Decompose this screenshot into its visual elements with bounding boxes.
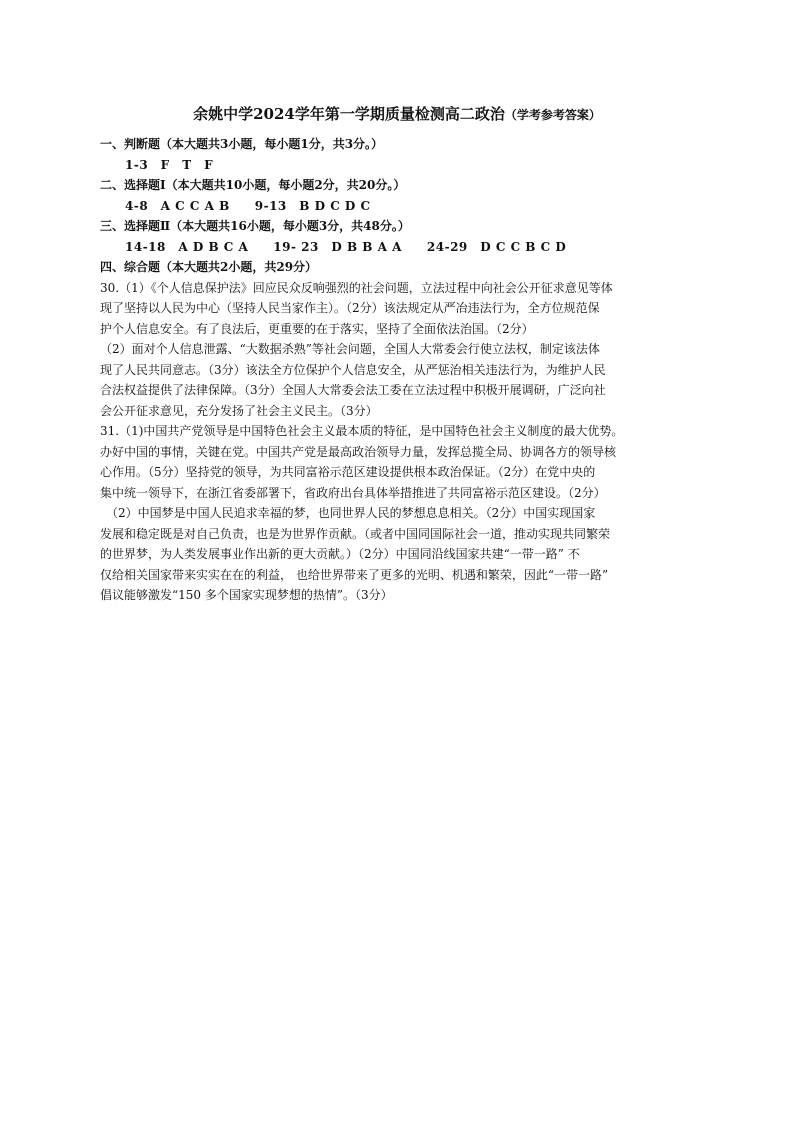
q31-line: 集中统一领导下，在浙江省委部署下，省政府出台具体举措推进了共同富裕示范区建设。（2分） — [100, 485, 606, 500]
q30-line: 合法权益提供了法律保障。（3分）全国人大常委会法工委在立法过程中积极开展调研，广泛向社 — [100, 383, 606, 397]
q30-line: 护个人信息安全。有了良法后，更重要的在于落实，坚持了全面依法治国。（2分） — [100, 321, 534, 336]
section-answers-judgement: 1-3 F T F — [125, 157, 214, 172]
q30-line: 现了坚持以人民为中心（坚持人民当家作主）。（2分）该法规定从严冶违法行为，全方位规范保 — [100, 301, 600, 315]
q31-line: 倡议能够激发“150 多个国家实现梦想的热情”。（3分） — [100, 588, 393, 602]
q31-line: 心作用。（5分）坚持党的领导，为共同富裕示范区建设提供根本政治保证。（2分）在党中央的 — [100, 465, 596, 479]
q31-line: 办好中国的事情，关键在党。中国共产党是最高政治领导力量，发挥总揽全局、协调各方的领导核 — [100, 444, 617, 459]
answer-content — [100, 134, 700, 606]
section-heading-choice-2: 三、选择题Ⅱ（本大题共16小题，每小题3分，共48分。） — [100, 219, 410, 233]
q31-line: 发展和稳定既是对自己负责，也是为世界作贡献。（或者中国同国际社会一道，推动实现共同繁荣 — [100, 526, 611, 541]
q30-line: 30.（1）《个人信息保护法》回应民众反响强烈的社会问题，立法过程中向社会公开征求意见等体 — [100, 280, 613, 295]
question-31-answer — [100, 421, 700, 606]
section-heading-comprehensive: 四、综合题（本大题共2小题，共29分） — [100, 260, 318, 274]
section-answers-choice-2: 14-18 A D B C A 19- 23 D B B A A 24-29 D C C B C D — [125, 239, 567, 254]
q31-line: 的世界梦，为人类发展事业作出新的更大贡献。）（2分）中国同沿线国家共建“一带一路” 不 — [100, 547, 580, 561]
q30-line: 现了人民共同意志。（3分）该法全方位保护个人信息安全，从严惩治相关违法行为，为维护人民 — [100, 362, 606, 377]
q31-line: 仅给相关国家带来实实在在的利益， 也给世界带来了更多的光明、机遇和繁荣，因此“一带一路” — [100, 567, 609, 582]
section-heading-choice-1: 二、选择题Ⅰ（本大题共10小题，每小题2分，共20分。） — [100, 178, 406, 192]
q30-line: （2）面对个人信息泄露、“大数据杀熟”等社会问题，全国人大常委会行使立法权，制定该法体 — [100, 342, 600, 356]
q31-line: 31.（1)中国共产党领导是中国特色社会主义最本质的特征，是中国特色社会主义制度的最大优势。 — [100, 424, 624, 438]
title-note: （学考参考答案） — [504, 108, 601, 122]
title-main: 余姚中学2024学年第一学期质量检测高二政治 — [193, 105, 505, 123]
section-heading-judgement: 一、判断题（本大题共3小题，每小题1分，共3分。） — [100, 137, 384, 151]
q30-line: 会公开征求意见，充分发扬了社会主义民主。（3分） — [100, 403, 378, 418]
question-30-answer — [100, 278, 700, 422]
q31-line: （2）中国梦是中国人民追求幸福的梦，也同世界人民的梦想息息相关。（2分）中国实现国家 — [100, 506, 596, 520]
section-answers-choice-1: 4-8 A C C A B 9-13 B D C D C — [125, 198, 371, 213]
page-title — [0, 103, 794, 124]
